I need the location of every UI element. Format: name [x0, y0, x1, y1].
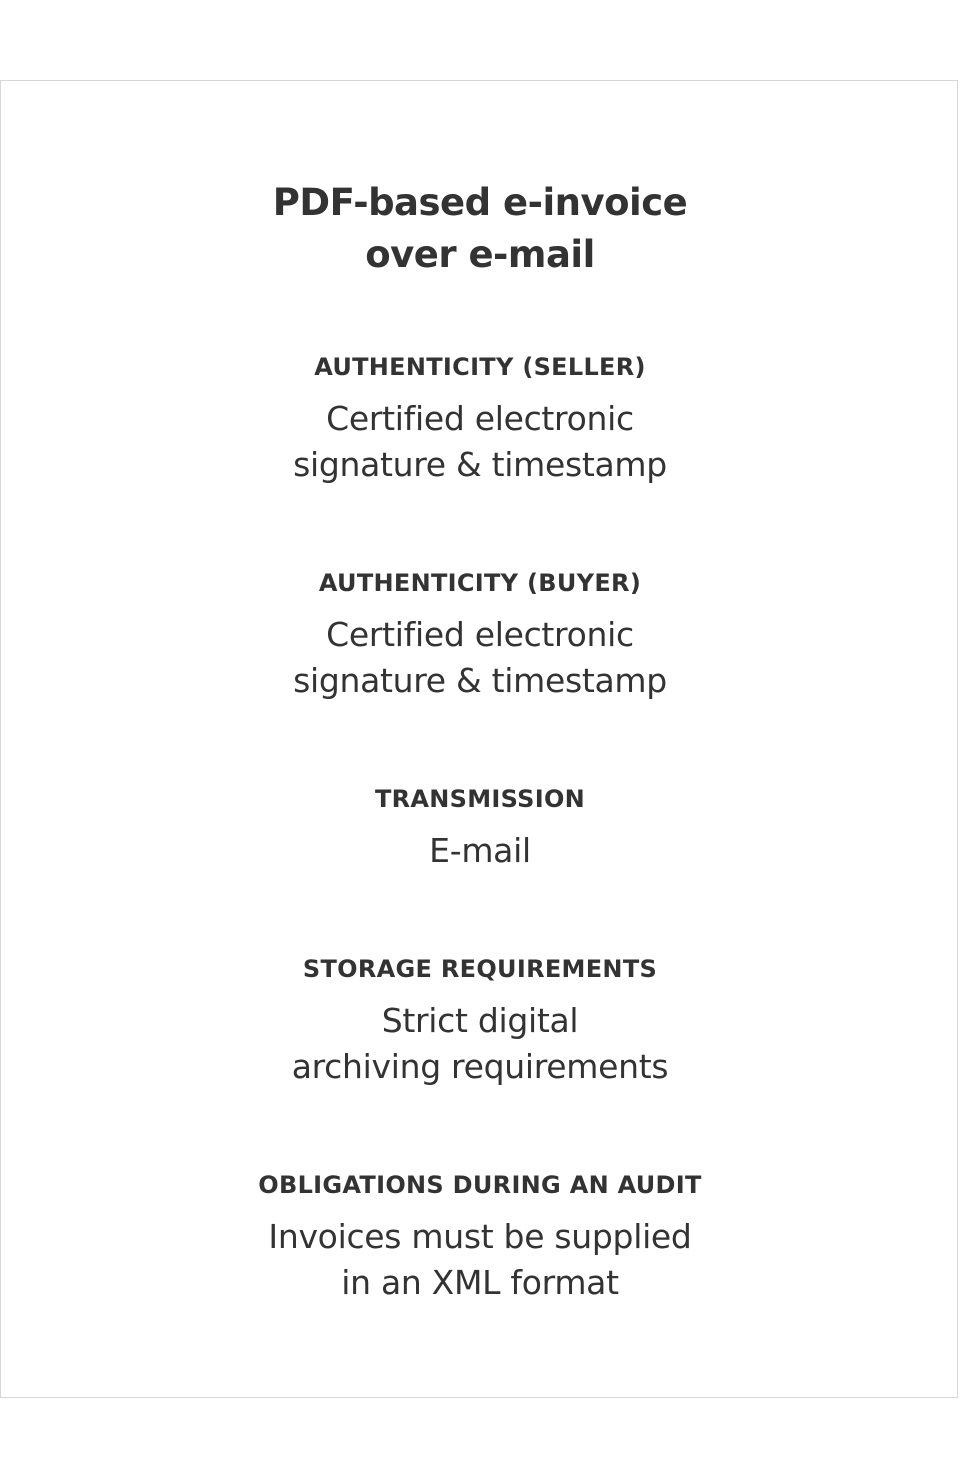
- section-value: [1, 1214, 959, 1306]
- section-value-line: in an XML format: [341, 1263, 619, 1302]
- section-value-line: archiving requirements: [291, 1047, 669, 1086]
- section-value-line: signature & timestamp: [293, 445, 667, 484]
- section-transmission: [1, 784, 959, 874]
- section-value-line: Certified electronic: [326, 399, 634, 438]
- section-value: [1, 998, 959, 1090]
- section-storage-requirements: [1, 954, 959, 1090]
- section-audit-obligations: [1, 1170, 959, 1306]
- section-authenticity-seller: [1, 352, 959, 488]
- section-authenticity-buyer: [1, 568, 959, 704]
- section-value: [1, 612, 959, 704]
- section-value-line: signature & timestamp: [293, 661, 667, 700]
- section-label: AUTHENTICITY (SELLER): [314, 353, 646, 381]
- section-label: STORAGE REQUIREMENTS: [302, 955, 658, 983]
- section-value-line: Certified electronic: [326, 615, 634, 654]
- section-value: [1, 828, 959, 874]
- section-label: OBLIGATIONS DURING AN AUDIT: [258, 1171, 702, 1199]
- section-value-line: Invoices must be supplied: [268, 1217, 692, 1256]
- info-card: [0, 80, 958, 1398]
- section-value-line: E-mail: [429, 831, 531, 870]
- section-label: TRANSMISSION: [374, 785, 586, 813]
- card-title: [1, 177, 959, 281]
- section-label: AUTHENTICITY (BUYER): [318, 569, 642, 597]
- section-value-line: Strict digital: [381, 1001, 579, 1040]
- card-title-line-2: over e-mail: [365, 233, 595, 276]
- card-title-line-1: PDF-based e-invoice: [272, 181, 688, 224]
- section-value: [1, 396, 959, 488]
